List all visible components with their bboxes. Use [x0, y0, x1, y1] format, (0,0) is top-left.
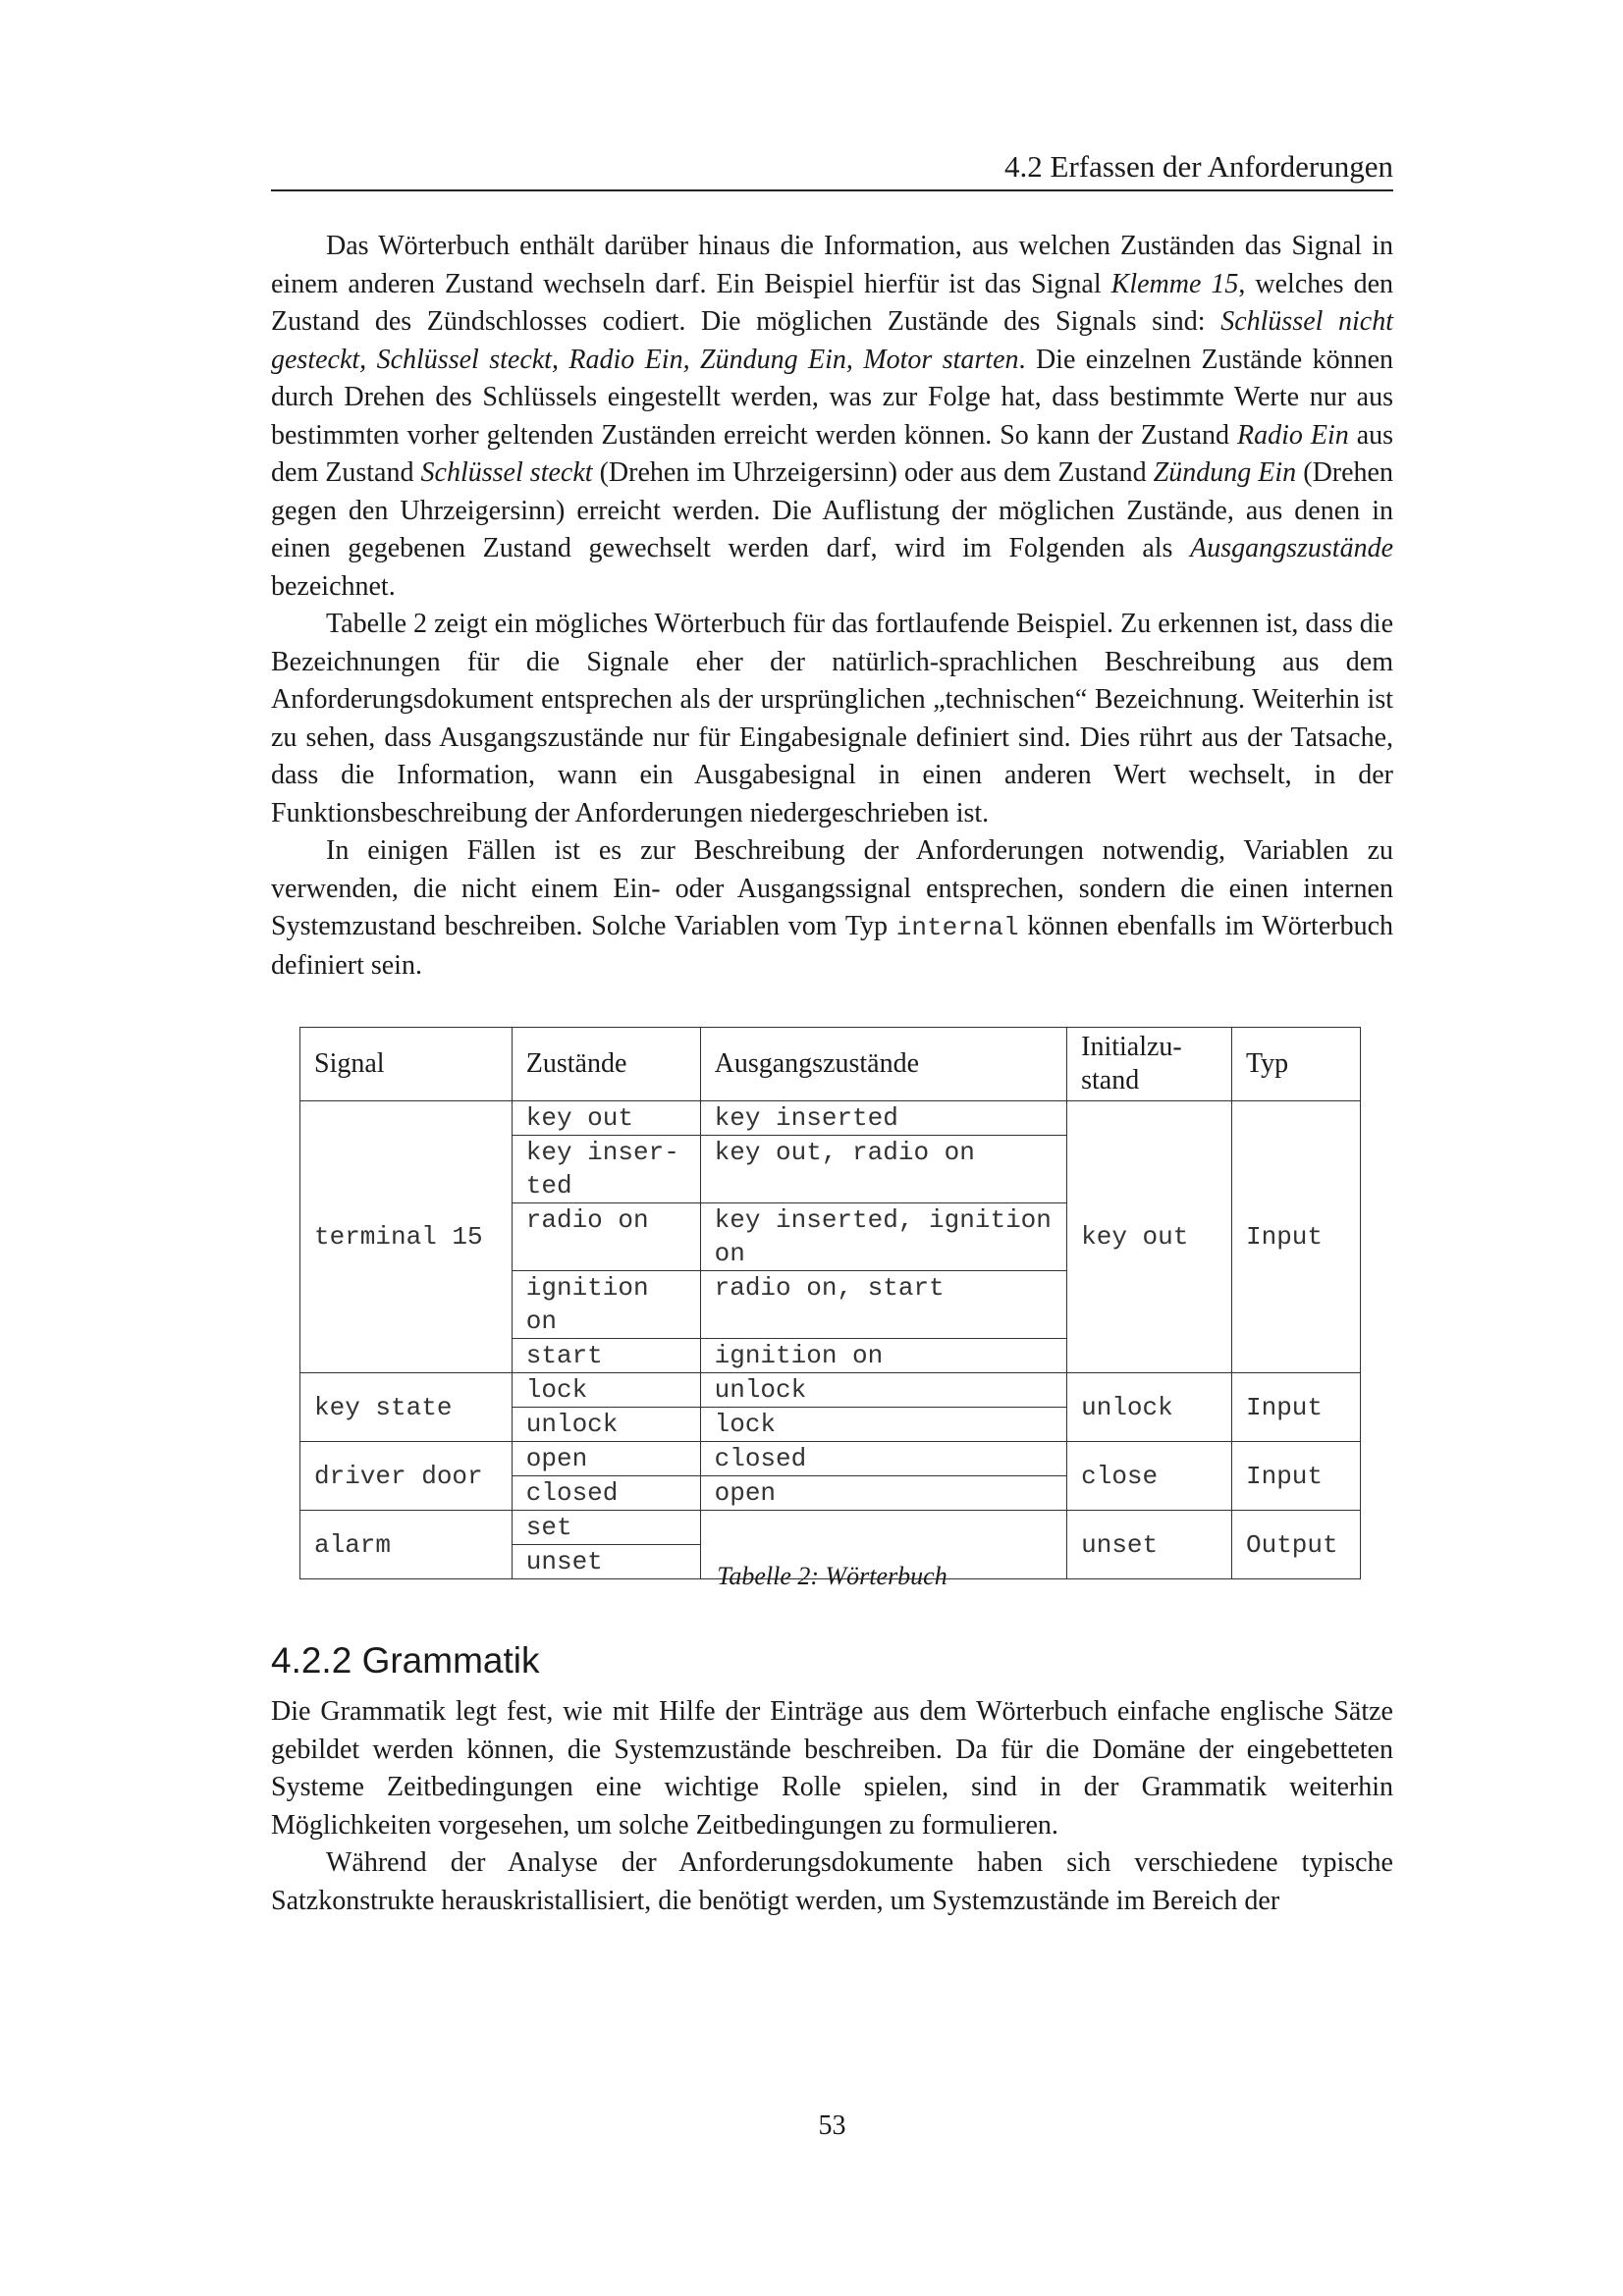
- from-states-cell: key inserted, ignition on: [700, 1203, 1067, 1271]
- state-cell: set: [512, 1511, 700, 1545]
- section-heading: 4.2.2 Grammatik: [271, 1640, 540, 1681]
- table-header-row: [300, 1028, 1361, 1101]
- type-cell: Input: [1231, 1373, 1360, 1442]
- initial-state-cell: key out: [1067, 1101, 1232, 1373]
- state-cell: unlock: [512, 1408, 700, 1442]
- paragraph-table-description: Tabelle 2 zeigt ein mögliches Wörterbuch für das fortlaufende Beispiel. Zu erkennen ist, dass die Bezeichnungen für die Signale eher der natürlich-sprachlichen Beschreibung aus dem Anforderungsdokument entsprechen als der ursprünglichen „technischen“ Bezeichnung. Weiterhin ist zu sehen, dass Ausgangszustände nur für Eingabesignale definiert sind. Dies rührt aus der Tatsache, dass die Information, wann ein Ausgabesignal in einen anderen Wert wechselt, in der Funktionsbeschreibung der Anforderungen niedergeschrieben ist.: [271, 609, 1393, 828]
- body-text-bottom: [271, 1693, 1393, 1920]
- initial-state-cell: close: [1067, 1442, 1232, 1511]
- initial-state-cell: unset: [1067, 1511, 1232, 1579]
- signal-cell: terminal 15: [300, 1101, 513, 1373]
- type-cell: Input: [1231, 1442, 1360, 1511]
- state-cell: unset: [512, 1545, 700, 1579]
- header-typ: Typ: [1231, 1028, 1360, 1101]
- from-states-cell: radio on, start: [700, 1271, 1067, 1339]
- body-text-top: [271, 228, 1393, 985]
- state-cell: closed: [512, 1476, 700, 1511]
- running-header: 4.2 Erfassen der Anforderungen: [271, 147, 1393, 191]
- dictionary-table: [299, 1027, 1361, 1579]
- table-caption: Tabelle 2: Wörterbuch: [717, 1562, 947, 1590]
- paragraph-grammar-intro: Die Grammatik legt fest, wie mit Hilfe der Einträge aus dem Wörterbuch einfache englische Sätze gebildet werden können, die Systemzustände beschreiben. Da für die Domäne der eingebetteten Systeme Zeitbedingungen eine wichtige Rolle spielen, sind in der Grammatik weiterhin Möglichkeiten vorgesehen, um solche Zeitbedingungen zu formulieren.: [271, 1696, 1393, 1841]
- state-cell: radio on: [512, 1203, 700, 1271]
- paragraph-grammar-analysis: Während der Analyse der Anforderungsdokumente haben sich verschiedene typische Satzkonstrukte herauskristallisiert, die benötigt werden, um Systemzustände im Bereich der: [271, 1847, 1393, 1916]
- header-initialzustand: Initialzustand: [1067, 1028, 1232, 1101]
- type-cell: Input: [1231, 1101, 1360, 1373]
- state-cell: ignition on: [512, 1271, 700, 1339]
- state-cell: key out: [512, 1101, 700, 1136]
- table-row: [300, 1511, 1361, 1545]
- paragraph-dictionary-states: Das Wörterbuch enthält darüber hinaus die Information, aus welchen Zuständen das Signal in einem anderen Zustand wechseln darf. Ein Beispiel hierfür ist das Signal Klemme 15, welches den Zustand des Zündschlosses codiert. Die möglichen Zustände des Signals sind: Schlüssel nicht gesteckt, Schlüssel steckt, Radio Ein, Zündung Ein, Motor starten. Die einzelnen Zustände können durch Drehen des Schlüssels eingestellt werden, was zur Folge hat, dass bestimmte Werte nur aus bestimmten vorher geltenden Zuständen erreicht werden können. So kann der Zustand Radio Ein aus dem Zustand Schlüssel steckt (Drehen im Uhrzeigersinn) oder aus dem Zustand Zündung Ein (Drehen gegen den Uhrzeigersinn) erreicht werden. Die Auflistung der möglichen Zustände, aus denen in einen gegebenen Zustand gewechselt werden darf, wird im Folgenden als Ausgangszustände bezeichnet.: [271, 231, 1394, 602]
- state-cell: lock: [512, 1373, 700, 1408]
- from-states-cell: unlock: [700, 1373, 1067, 1408]
- signal-cell: alarm: [300, 1511, 513, 1579]
- header-signal: Signal: [300, 1028, 513, 1101]
- header-zustaende: Zustände: [512, 1028, 700, 1101]
- table-row: [300, 1373, 1361, 1408]
- from-states-cell: ignition on: [700, 1339, 1067, 1373]
- state-cell: open: [512, 1442, 700, 1476]
- signal-cell: key state: [300, 1373, 513, 1442]
- table-row: [300, 1101, 1361, 1136]
- state-cell: start: [512, 1339, 700, 1373]
- from-states-cell: closed: [700, 1442, 1067, 1476]
- page-number: 53: [818, 2110, 846, 2141]
- state-cell: key inserted: [512, 1136, 700, 1203]
- type-cell: Output: [1231, 1511, 1360, 1579]
- from-states-cell: key out, radio on: [700, 1136, 1067, 1203]
- header-ausgangszustaende: Ausgangszustände: [700, 1028, 1067, 1101]
- from-states-cell: open: [700, 1476, 1067, 1511]
- paragraph-internal-variables: In einigen Fällen ist es zur Beschreibung der Anforderungen notwendig, Variablen zu verwenden, die nicht einem Ein- oder Ausgangssignal entsprechen, sondern die einen internen Systemzustand beschreiben. Solche Variablen vom Typ internal können ebenfalls im Wörterbuch definiert sein.: [271, 835, 1393, 981]
- initial-state-cell: unlock: [1067, 1373, 1232, 1442]
- table-row: [300, 1442, 1361, 1476]
- from-states-cell: lock: [700, 1408, 1067, 1442]
- from-states-cell: key inserted: [700, 1101, 1067, 1136]
- signal-cell: driver door: [300, 1442, 513, 1511]
